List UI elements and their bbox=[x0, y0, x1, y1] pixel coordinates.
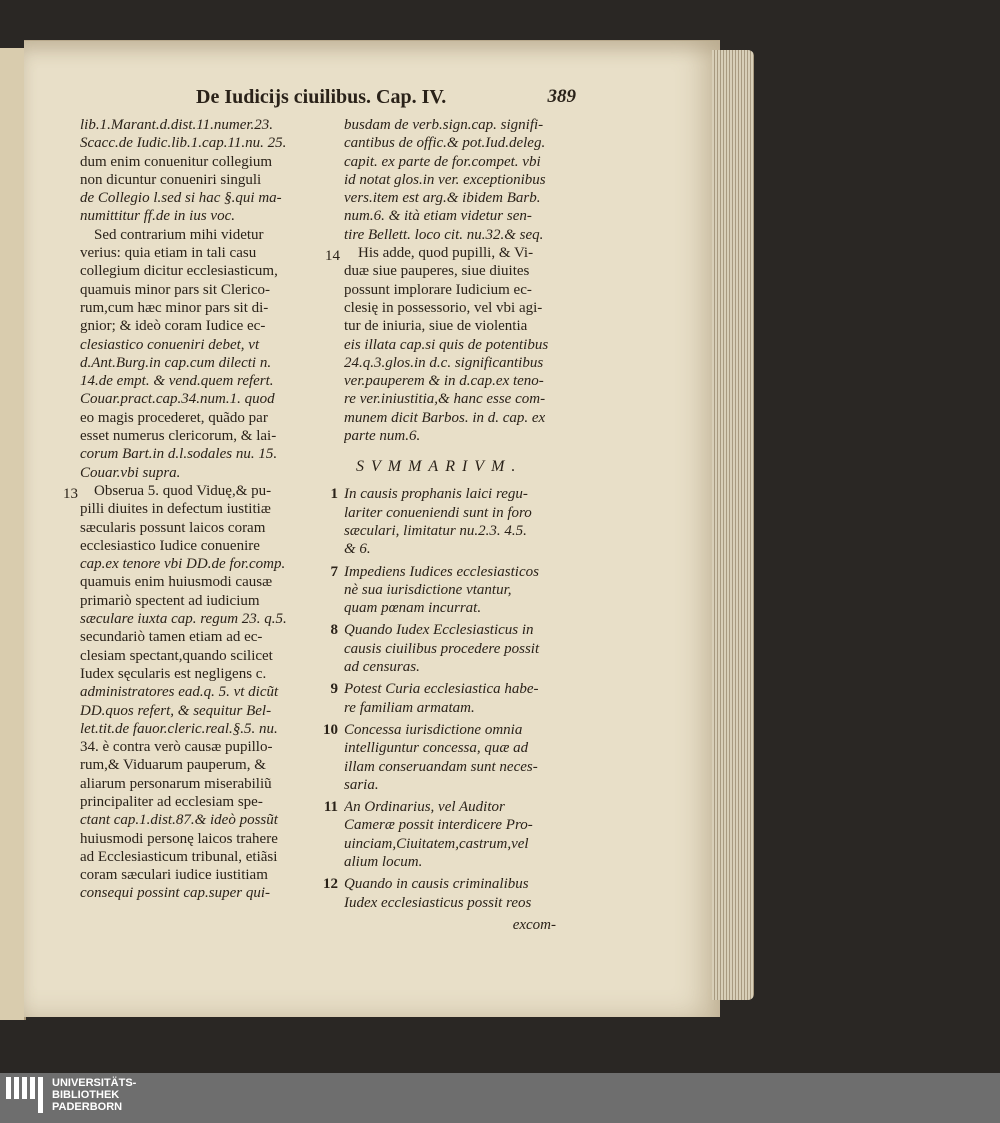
text-line: dum enim conuenitur collegium bbox=[80, 153, 273, 170]
text-line: aliarum personarum miserabiliũ bbox=[80, 775, 272, 792]
text-line: quamuis minor pars sit Clerico- bbox=[80, 281, 270, 298]
summary-item-line: nè sua iurisdictione vtantur, bbox=[344, 581, 512, 598]
text-line: tire Bellett. loco cit. nu.32.& seq. bbox=[344, 226, 544, 243]
text-line: d.Ant.Burg.in cap.cum dilecti n. bbox=[80, 354, 272, 371]
text-line: 34. è contra verò causæ pupillo- bbox=[80, 739, 273, 756]
text-line: possunt implorare Iudicium ec- bbox=[344, 281, 532, 298]
text-line: duæ siue pauperes, siue diuites bbox=[344, 263, 530, 280]
summary-item-number: 11 bbox=[323, 799, 338, 816]
summary-item-line: Quando Iudex Ecclesiasticus in bbox=[344, 622, 534, 639]
summary-item-line: re familiam armatam. bbox=[344, 699, 475, 716]
summary-item-line: sæculari, limitatur nu.2.3. 4.5. bbox=[344, 522, 527, 539]
text-line: principaliter ad ecclesiam spe- bbox=[80, 793, 263, 810]
text-line: consequi possint cap.super qui- bbox=[80, 885, 270, 902]
text-line: sæculare iuxta cap. regum 23. q.5. bbox=[80, 611, 287, 628]
text-line: DD.quos refert, & sequitur Bel- bbox=[80, 702, 272, 719]
library-name-line-3: PADERBORN bbox=[52, 1101, 123, 1113]
text-line: de Collegio l.sed si hac §.qui ma- bbox=[80, 190, 282, 207]
text-line: sæcularis possunt laicos coram bbox=[80, 519, 266, 536]
text-line: non dicuntur conueniri singuli bbox=[80, 171, 262, 188]
summary-item bbox=[330, 563, 586, 618]
summary-item-line: ad censuras. bbox=[344, 659, 420, 676]
summary-item-line: Iudex ecclesiasticus possit reos bbox=[344, 894, 532, 911]
summary-item-line: quam pœnam incurrat. bbox=[344, 600, 482, 617]
text-line: cap.ex tenore vbi DD.de for.comp. bbox=[80, 556, 286, 573]
text-line: munem dicit Barbos. in d. cap. ex bbox=[344, 409, 546, 426]
text-line: coram sæculari iudice iustitiam bbox=[80, 867, 268, 884]
text-line: cantibus de offic.& pot.Iud.deleg. bbox=[344, 135, 546, 152]
text-line: corum Bart.in d.l.sodales nu. 15. bbox=[80, 446, 278, 463]
summary-item-line: Potest Curia ecclesiastica habe- bbox=[344, 681, 539, 698]
summary-item bbox=[330, 680, 586, 717]
text-line: capit. ex parte de for.compet. vbi bbox=[344, 153, 541, 170]
text-line: His adde, quod pupilli, & Vi- bbox=[358, 245, 534, 262]
text-line: num.6. & ità etiam videtur sen- bbox=[344, 208, 532, 225]
text-line: vers.item est arg.& ibidem Barb. bbox=[344, 190, 541, 207]
summary-item bbox=[323, 721, 586, 794]
text-line: verius: quia etiam in tali casu bbox=[80, 245, 257, 262]
library-name-line-2: BIBLIOTHEK bbox=[52, 1089, 120, 1101]
summary-item-line: In causis prophanis laici regu- bbox=[344, 486, 528, 503]
library-name bbox=[52, 1077, 136, 1113]
text-line: administratores ead.q. 5. vt dicũt bbox=[80, 684, 279, 701]
summary-item bbox=[330, 485, 586, 558]
summary-item bbox=[323, 875, 586, 912]
text-line: 24.q.3.glos.in d.c. significantibus bbox=[344, 354, 544, 371]
summary-item-number: 8 bbox=[330, 622, 338, 639]
text-line: clesiam spectant,quando scilicet bbox=[80, 647, 273, 664]
summary-item-line: Impediens Iudices ecclesiasticos bbox=[344, 563, 539, 580]
page-number: 389 bbox=[547, 86, 576, 107]
text-line: lib.1.Marant.d.dist.11.numer.23. bbox=[80, 117, 274, 133]
text-line: Couar.vbi supra. bbox=[80, 464, 181, 481]
page-header bbox=[196, 86, 576, 116]
summary-item-line: uinciam,Ciuitatem,castrum,vel bbox=[344, 835, 529, 852]
summary-item-line: & 6. bbox=[344, 541, 371, 558]
left-text-column bbox=[80, 116, 326, 903]
text-line: secundariò tamen etiam ad ec- bbox=[80, 629, 263, 646]
margin-number-13: 13 bbox=[63, 486, 78, 502]
text-line: quamuis enim huiusmodi causæ bbox=[80, 574, 273, 591]
text-line: 14.de empt. & vend.quem refert. bbox=[80, 373, 274, 390]
library-logo-icon bbox=[6, 1077, 46, 1117]
summary-item-number: 10 bbox=[323, 721, 338, 738]
summary-item-line: saria. bbox=[344, 776, 379, 793]
text-line: rum,cum hæc minor pars sit di- bbox=[80, 299, 269, 316]
summary-item-line: Concessa iurisdictione omnia bbox=[344, 721, 523, 738]
summary-item bbox=[323, 798, 586, 871]
text-line: ver.pauperem & in d.cap.ex teno- bbox=[344, 373, 544, 390]
text-line: Iudex sęcularis est negligens c. bbox=[80, 665, 267, 682]
left-page-edge bbox=[0, 48, 26, 1020]
text-line: numittitur ff.de in ius voc. bbox=[80, 208, 235, 225]
summary-item-line: lariter conueniendi sunt in foro bbox=[344, 504, 532, 521]
text-line: Scacc.de Iudic.lib.1.cap.11.nu. 25. bbox=[80, 135, 287, 152]
library-footer-bar bbox=[0, 1073, 1000, 1123]
summary-item-number: 7 bbox=[330, 563, 338, 580]
text-line: gnior; & ideò coram Iudice ec- bbox=[80, 318, 266, 335]
text-line: busdam de verb.sign.cap. signifi- bbox=[344, 117, 544, 133]
text-line: pilli diuites in defectum iustitiæ bbox=[80, 501, 271, 518]
text-line: Obserua 5. quod Viduę,& pu- bbox=[94, 482, 272, 499]
text-line: Sed contrarium mihi videtur bbox=[94, 226, 264, 243]
text-line: primariò spectent ad iudicium bbox=[80, 592, 260, 609]
text-line: ad Ecclesiasticum tribunal, etiãsi bbox=[80, 848, 278, 865]
summary-item-line: intelliguntur concessa, quæ ad bbox=[344, 740, 529, 757]
summary-item-line: An Ordinarius, vel Auditor bbox=[344, 799, 505, 816]
text-line: id notat glos.in ver. exceptionibus bbox=[344, 171, 546, 188]
text-line: tur de iniuria, siue de violentia bbox=[344, 318, 528, 335]
text-line: eo magis procederet, quãdo par bbox=[80, 409, 268, 426]
summary-item-line: Quando in causis criminalibus bbox=[344, 876, 529, 893]
text-line: ecclesiastico Iudice conuenire bbox=[80, 537, 260, 554]
summary-item bbox=[330, 621, 586, 676]
summary-item-number: 1 bbox=[330, 486, 338, 503]
text-line: clesiastico conueniri debet, vt bbox=[80, 336, 260, 353]
text-line: clesię in possessorio, vel vbi agi- bbox=[344, 299, 543, 316]
text-line: huiusmodi personę laicos trahere bbox=[80, 830, 278, 847]
summary-item-number: 9 bbox=[330, 681, 338, 698]
text-line: rum,& Viduarum pauperum, & bbox=[80, 757, 266, 774]
summary-heading: SVMMARIVM. bbox=[356, 458, 523, 476]
text-line: re ver.iniustitia,& hanc esse com- bbox=[344, 391, 546, 408]
summary-item-line: causis ciuilibus procedere possit bbox=[344, 640, 540, 657]
text-line: parte num.6. bbox=[344, 428, 421, 445]
text-line: Couar.pract.cap.34.num.1. quod bbox=[80, 391, 275, 408]
library-name-line-1: UNIVERSITÄTS- bbox=[52, 1077, 137, 1089]
catchword: excom- bbox=[512, 916, 556, 933]
summary-item-line: alium locum. bbox=[344, 853, 423, 870]
text-line: eis illata cap.si quis de potentibus bbox=[344, 336, 549, 353]
text-line: let.tit.de fauor.cleric.real.§.5. nu. bbox=[80, 720, 278, 737]
margin-number-14: 14 bbox=[325, 248, 340, 264]
text-line: ctant cap.1.dist.87.& ideò possũt bbox=[80, 812, 278, 829]
running-title: De Iudicijs ciuilibus. Cap. IV. bbox=[196, 86, 447, 108]
summary-item-number: 12 bbox=[323, 876, 338, 893]
text-line: collegium dicitur ecclesiasticum, bbox=[80, 263, 278, 280]
text-line: esset numerus clericorum, & lai- bbox=[80, 428, 277, 445]
summary-item-line: Cameræ possit interdicere Pro- bbox=[344, 817, 533, 834]
page-stack-edge bbox=[712, 50, 754, 1000]
summary-item-line: illam conseruandam sunt neces- bbox=[344, 758, 538, 775]
